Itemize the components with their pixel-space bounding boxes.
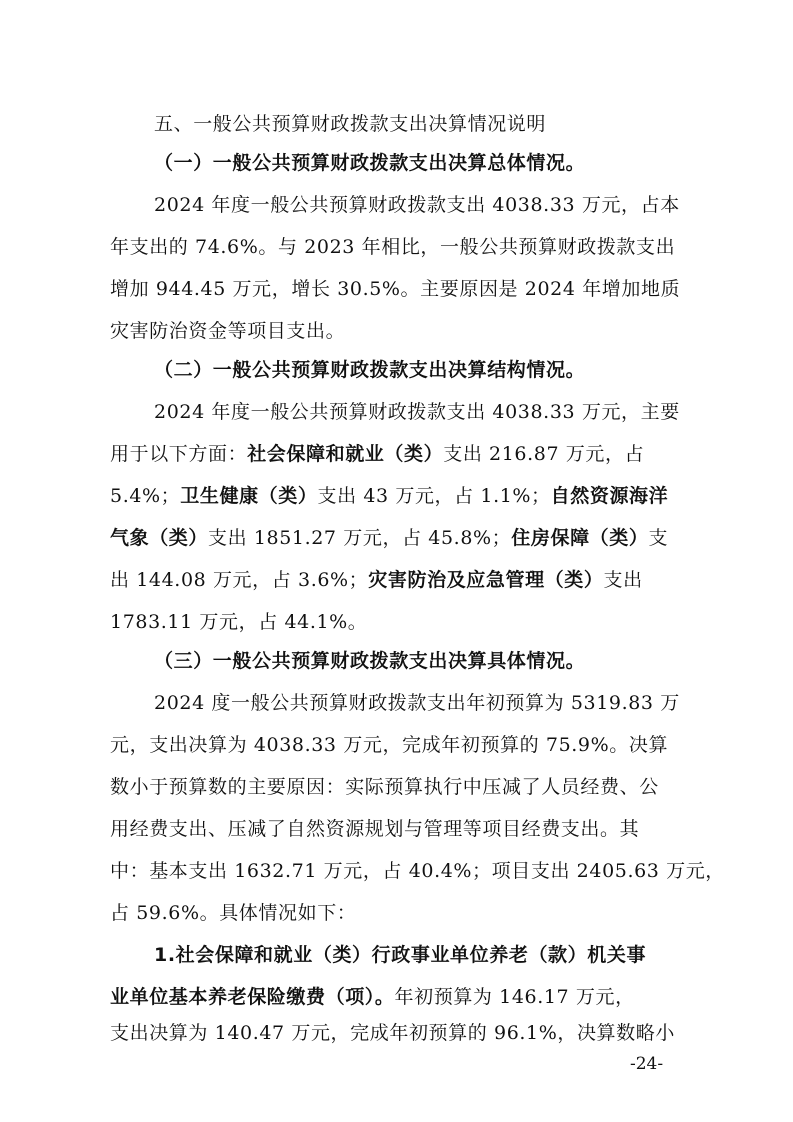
category-label: 社会保障和就业（类） bbox=[247, 443, 444, 465]
paragraph-line: 中：基本支出 1632.71 万元，占 40.4%；项目支出 2405.63 万元， bbox=[110, 860, 725, 882]
paragraph-line: 元，支出决算为 4038.33 万元，完成年初预算的 75.9%。决算 bbox=[110, 734, 669, 756]
section-heading: 五、一般公共预算财政拨款支出决算情况说明 bbox=[154, 113, 547, 135]
category-label: 气象（类） bbox=[110, 527, 209, 549]
page-number: -24- bbox=[630, 1054, 664, 1074]
text-run: 支出 1851.27 万元，占 45.8%； bbox=[208, 527, 512, 549]
paragraph-line: 年支出的 74.6%。与 2023 年相比，一般公共预算财政拨款支出 bbox=[110, 236, 676, 258]
item-heading: 1.社会保障和就业（类）行政事业单位养老（款）机关事 bbox=[154, 944, 647, 966]
paragraph-line bbox=[0, 977, 793, 1017]
category-label: 住房保障（类） bbox=[511, 527, 649, 549]
paragraph-line bbox=[0, 434, 793, 474]
text-run: 出 144.08 万元，占 3.6%； bbox=[110, 569, 369, 591]
paragraph-line bbox=[0, 560, 793, 600]
subsection-title-1: （一）一般公共预算财政拨款支出决算总体情况。 bbox=[154, 152, 586, 174]
category-label: 灾害防治及应急管理（类） bbox=[368, 569, 604, 591]
category-label: 自然资源海洋 bbox=[550, 485, 669, 507]
text-run: 支出 43 万元，占 1.1%； bbox=[317, 485, 551, 507]
paragraph-line bbox=[0, 476, 793, 516]
text-run: 年初预算为 146.17 万元， bbox=[394, 986, 635, 1008]
paragraph-line: 2024 年度一般公共预算财政拨款支出 4038.33 万元，主要 bbox=[154, 401, 680, 423]
text-run: 支出 bbox=[603, 569, 643, 591]
subsection-title-3: （三）一般公共预算财政拨款支出决算具体情况。 bbox=[154, 650, 586, 672]
paragraph-line: 增加 944.45 万元，增长 30.5%。主要原因是 2024 年增加地质 bbox=[110, 278, 681, 300]
text-run: 用于以下方面： bbox=[110, 443, 248, 465]
text-run: 支出 216.87 万元，占 bbox=[443, 443, 645, 465]
paragraph-line: 2024 度一般公共预算财政拨款支出年初预算为 5319.83 万 bbox=[154, 692, 680, 714]
paragraph-line: 2024 年度一般公共预算财政拨款支出 4038.33 万元，占本 bbox=[154, 194, 680, 216]
subsection-title-2: （二）一般公共预算财政拨款支出决算结构情况。 bbox=[154, 359, 586, 381]
text-run: 5.4%； bbox=[110, 485, 181, 507]
paragraph-line: 数小于预算数的主要原因：实际预算执行中压减了人员经费、公 bbox=[110, 776, 659, 798]
paragraph-line: 占 59.6%。具体情况如下： bbox=[110, 902, 357, 924]
item-heading-cont: 业单位基本养老保险缴费（项）。 bbox=[110, 986, 395, 1008]
paragraph-line: 灾害防治资金等项目支出。 bbox=[110, 320, 346, 342]
paragraph-line bbox=[0, 518, 793, 558]
paragraph-line: 用经费支出、压减了自然资源规划与管理等项目经费支出。其 bbox=[110, 818, 640, 840]
paragraph-line: 1783.11 万元，占 44.1%。 bbox=[110, 611, 368, 633]
category-label: 卫生健康（类） bbox=[180, 485, 318, 507]
paragraph-line: 支出决算为 140.47 万元，完成年初预算的 96.1%，决算数略小 bbox=[110, 1022, 675, 1044]
text-run: 支 bbox=[648, 527, 669, 549]
